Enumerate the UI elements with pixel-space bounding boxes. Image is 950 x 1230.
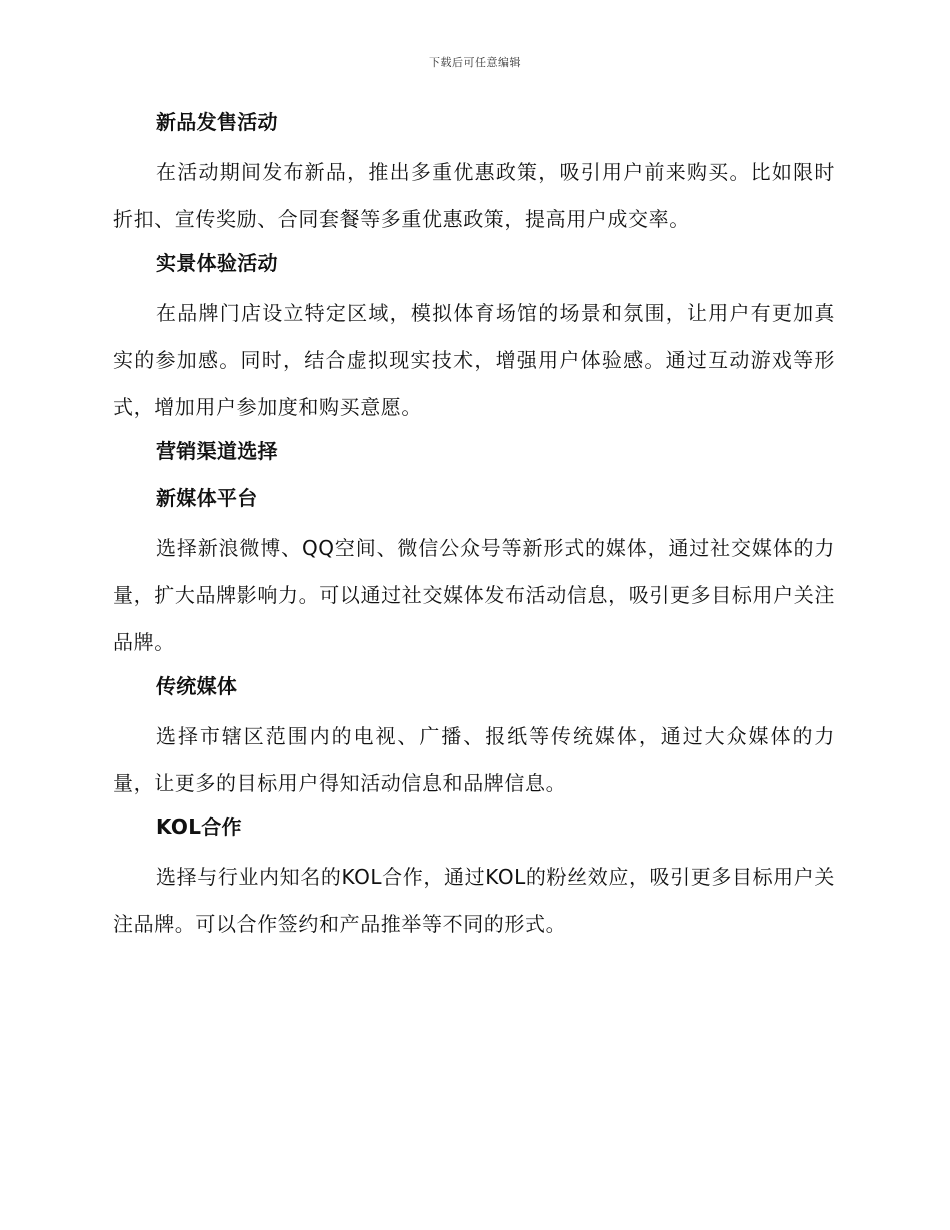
section-heading-new-product-launch: 新品发售活动 xyxy=(156,110,278,134)
section-heading-new-media: 新媒体平台 xyxy=(156,486,258,510)
section-paragraph-traditional-media: 选择市辖区范围内的电视、广播、报纸等传统媒体，通过大众媒体的力量，让更多的目标用户得知活动信息和品牌信息。 xyxy=(113,724,835,795)
section-paragraph-kol-cooperation: 选择与行业内知名的KOL合作，通过KOL的粉丝效应，吸引更多目标用户关注品牌。可以合作签约和产品推举等不同的形式。 xyxy=(113,865,835,936)
section-heading-marketing-channels: 营销渠道选择 xyxy=(156,439,278,463)
section-heading-kol-cooperation: KOL合作 xyxy=(156,815,242,839)
section-heading-traditional-media: 传统媒体 xyxy=(156,674,238,698)
section-paragraph-new-media: 选择新浪微博、QQ空间、微信公众号等新形式的媒体，通过社交媒体的力量，扩大品牌影响力。可以通过社交媒体发布活动信息，吸引更多目标用户关注品牌。 xyxy=(113,536,835,654)
section-paragraph-live-experience: 在品牌门店设立特定区域，模拟体育场馆的场景和氛围，让用户有更加真实的参加感。同时，结合虚拟现实技术，增强用户体验感。通过互动游戏等形式，增加用户参加度和购买意愿。 xyxy=(113,301,835,419)
document-body xyxy=(113,108,835,954)
page-header-note: 下载后可任意编辑 xyxy=(429,56,521,69)
section-paragraph-new-product-launch: 在活动期间发布新品，推出多重优惠政策，吸引用户前来购买。比如限时折扣、宣传奖励、合同套餐等多重优惠政策，提高用户成交率。 xyxy=(113,160,835,231)
section-heading-live-experience: 实景体验活动 xyxy=(156,251,278,275)
